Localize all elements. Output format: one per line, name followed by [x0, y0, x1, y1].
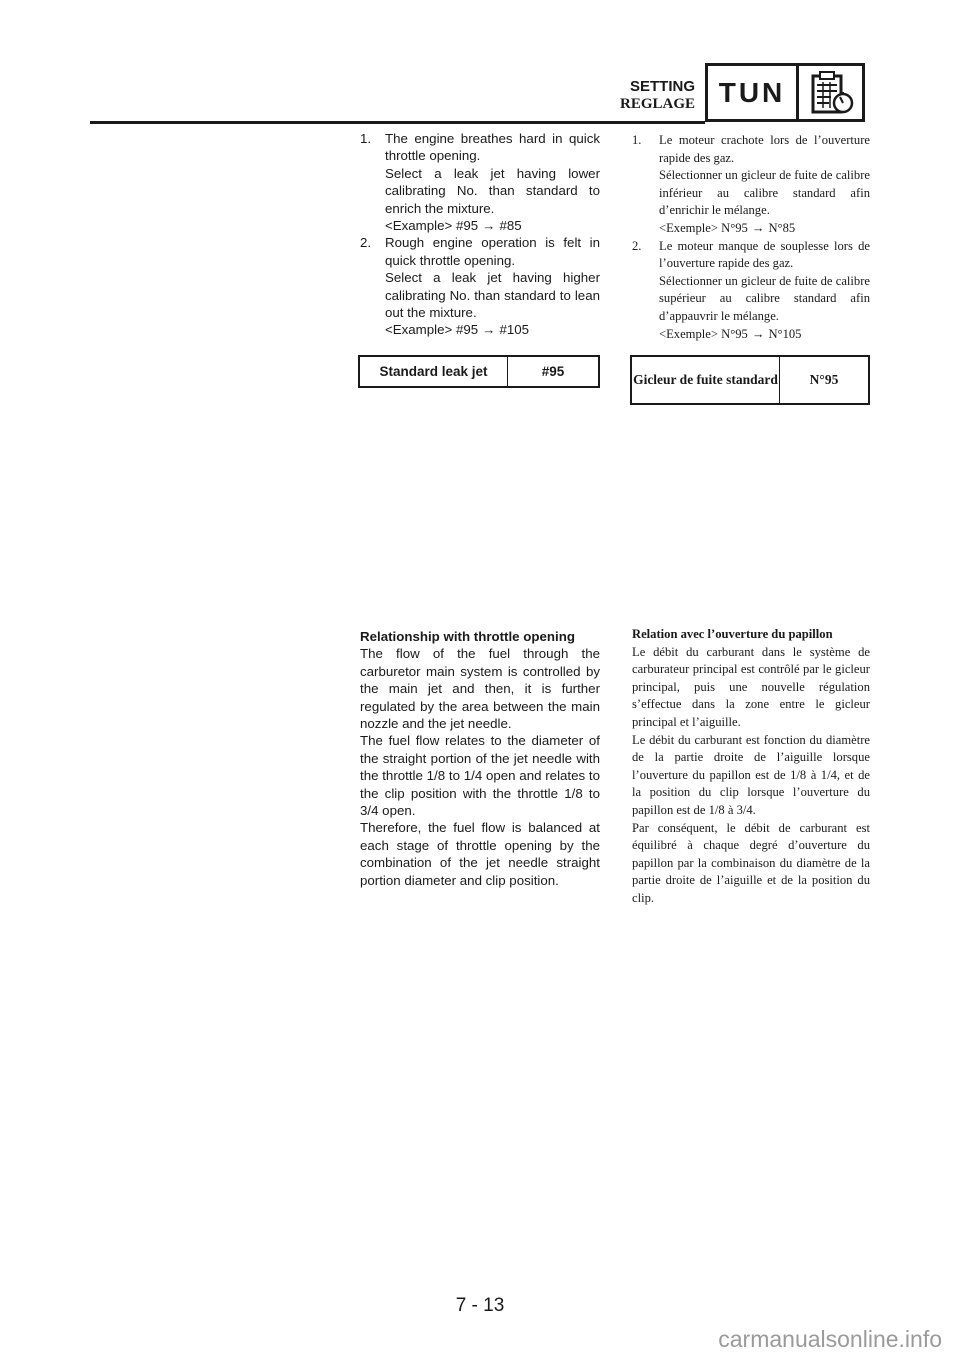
- list-item: [632, 132, 870, 238]
- spec-value: N°95: [809, 372, 839, 387]
- watermark: carmanualsonline.info: [718, 1326, 942, 1352]
- spec-label: Gicleur de fuite standard: [632, 357, 780, 403]
- list-item: [632, 238, 870, 344]
- paragraph: Par conséquent, le débit de carburant est équilibré à chaque degré d’ouverture du papillon par la combinaison du diamètre de la partie droite de l’aiguille et de la position du clip.: [632, 820, 870, 905]
- example-line: <Example> #95 → #85: [385, 218, 522, 234]
- symptom-text: Le moteur manque de souplesse lors de l’ouverture rapide des gaz.: [659, 238, 870, 271]
- tun-badge: [705, 63, 865, 122]
- spec-label: Standard leak jet: [360, 357, 508, 386]
- arrow-right-icon: →: [751, 220, 765, 235]
- page-number: 7 - 13: [455, 1295, 505, 1316]
- symptom-text: The engine breathes hard in quick throttle opening.: [385, 131, 600, 164]
- arrow-right-icon: →: [751, 326, 765, 341]
- paragraph: Le débit du carburant est fonction du diamètre de la partie droite de l’aiguille lorsque l’ouverture du papillon est de 1/8 à 1/4, et de la position du clip lorsque l’ouverture du papillon est de 1/8 à 3/4.: [632, 732, 870, 817]
- en-throttle-section: [360, 628, 600, 889]
- remedy-text: Select a leak jet having lower calibrating No. than standard to enrich the mixture.: [385, 165, 600, 216]
- list-number: 2.: [632, 238, 642, 253]
- section-title-en: SETTING: [629, 78, 695, 95]
- arrow-right-icon: →: [482, 218, 496, 234]
- section-heading: Relationship with throttle opening: [360, 629, 575, 644]
- clipboard-stopwatch-icon: [799, 66, 862, 119]
- list-number: 1.: [632, 133, 642, 147]
- remedy-text: Sélectionner un gicleur de fuite de calibre supérieur au calibre standard afin d’appauvrir le mélange.: [659, 273, 870, 323]
- paragraph: The fuel flow relates to the diameter of the straight portion of the jet needle with the throttle 1/8 to 1/4 open and relates to the clip position with the throttle 1/8 to 3/4 open.: [360, 733, 600, 819]
- symptom-text: Le moteur crachote lors de l’ouverture rapide des gaz.: [659, 133, 870, 165]
- example-line: <Example> #95 → #105: [385, 322, 530, 338]
- spec-table-en: [358, 355, 600, 388]
- paragraph: The flow of the fuel through the carburetor main system is controlled by the main jet and then, it is further regulated by the area between the main nozzle and the jet needle.: [360, 646, 600, 732]
- example-line: <Exemple> N°95 → N°105: [659, 326, 802, 341]
- list-item: [360, 234, 600, 338]
- remedy-text: Sélectionner un gicleur de fuite de calibre inférieur au calibre standard afin d’enrichir le mélange.: [659, 168, 870, 218]
- fr-throttle-section: [632, 626, 870, 908]
- tun-label: TUN: [708, 66, 799, 119]
- remedy-text: Select a leak jet having higher calibrating No. than standard to lean out the mixture.: [385, 270, 600, 321]
- header-rule: [90, 121, 705, 124]
- list-number: 2.: [360, 235, 372, 251]
- list-number: 1.: [360, 131, 372, 146]
- paragraph: Le débit du carburant dans le système de carburateur principal est contrôlé par le gicleur principal, puis une nouvelle régulation s’effectue dans la zone entre le gicleur principal et l’aiguille.: [632, 644, 870, 729]
- example-line: <Exemple> N°95 → N°85: [659, 220, 796, 235]
- fr-instructions: [632, 132, 870, 343]
- arrow-right-icon: →: [482, 322, 496, 338]
- paragraph: Therefore, the fuel flow is balanced at each stage of throttle opening by the combination of the jet needle straight portion diameter and clip position.: [360, 820, 600, 888]
- list-item: [360, 130, 600, 234]
- spec-value: #95: [541, 364, 565, 379]
- spec-table-fr: [630, 355, 870, 405]
- en-instructions: [360, 130, 600, 339]
- section-title-fr: REGLAGE: [619, 96, 695, 112]
- section-heading: Relation avec l’ouverture du papillon: [632, 627, 833, 641]
- symptom-text: Rough engine operation is felt in quick throttle opening.: [385, 235, 600, 268]
